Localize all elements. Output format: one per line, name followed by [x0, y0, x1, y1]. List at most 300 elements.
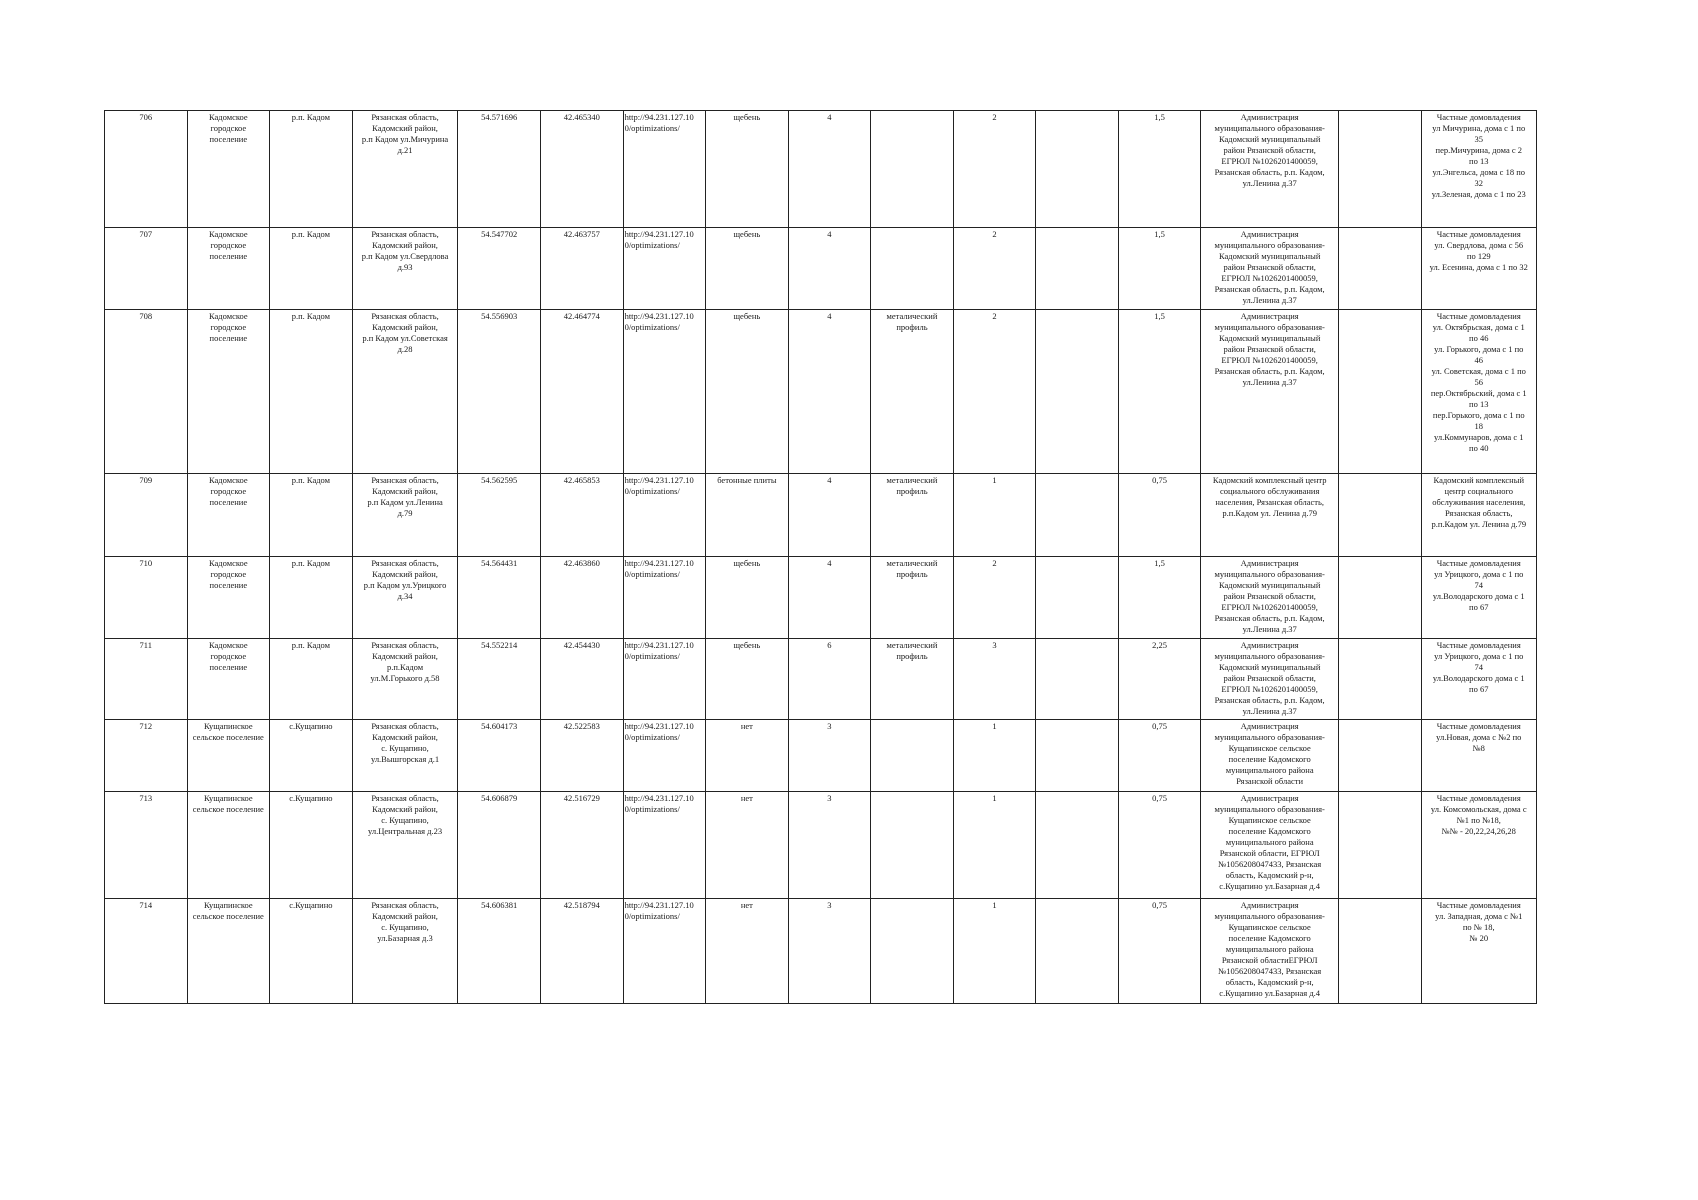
cell-line: Кадомский район,	[372, 911, 438, 921]
cell-line: Частные домовладения	[1436, 311, 1521, 321]
cell-line: Рязанская область,	[371, 311, 439, 321]
cell-line: ул Урицкого, дома с 1 по	[1434, 651, 1524, 661]
cell-line: р.п Кадом ул.Урицкого	[363, 580, 447, 590]
waste-sources-cell	[1421, 639, 1536, 720]
volume-cell: 0,75	[1118, 720, 1201, 792]
empty-cell	[1338, 310, 1421, 474]
empty-cell	[1036, 228, 1119, 310]
cell-line: район Рязанской области,	[1223, 262, 1316, 272]
cell-line: №1056208047433, Рязанская	[1218, 859, 1322, 869]
cell-line: Рязанская область,	[371, 229, 439, 239]
row-number-cell: 711	[105, 639, 188, 720]
cell-line: http://94.231.127.10	[624, 793, 694, 803]
empty-cell	[1036, 557, 1119, 639]
cell-line: ул.Ленина д.37	[1242, 295, 1297, 305]
cell-line: муниципального образования-	[1214, 322, 1325, 332]
registry-table	[104, 110, 1537, 1004]
cell-line: с.Кущапино ул.Базарная д.4	[1219, 988, 1321, 998]
cell-line: ул. Есенина, дома с 1 по 32	[1429, 262, 1528, 272]
empty-cell	[1036, 792, 1119, 899]
cell-line: Рязанская область, р.п. Кадом,	[1214, 366, 1325, 376]
cell-line: ЕГРЮЛ №1026201400059,	[1221, 156, 1318, 166]
empty-cell	[1338, 639, 1421, 720]
cell-line: http://94.231.127.10	[624, 558, 694, 568]
table-row	[105, 639, 1537, 720]
cell-line: Рязанская область,	[371, 793, 439, 803]
cell-line: Администрация	[1240, 311, 1299, 321]
cell-line: 74	[1474, 580, 1483, 590]
containers-cell: 2	[953, 557, 1036, 639]
cell-line: Кадомское	[208, 112, 248, 122]
containers-cell: 3	[953, 639, 1036, 720]
containers-cell: 1	[953, 720, 1036, 792]
empty-cell	[1338, 792, 1421, 899]
cell-line: городское	[210, 651, 247, 661]
cell-line: Частные домовладения	[1436, 229, 1521, 239]
locality-cell: р.п. Кадом	[270, 111, 353, 228]
owner-cell	[1201, 639, 1339, 720]
cell-line: ул.Вышгорская д.1	[370, 754, 440, 764]
settlement-cell	[187, 474, 270, 557]
containers-cell: 2	[953, 111, 1036, 228]
cell-line: Кущапинское сельское	[1228, 743, 1311, 753]
cell-line: р.п Кадом ул.Ленина	[367, 497, 443, 507]
cell-line: Администрация	[1240, 558, 1299, 568]
cell-line: Администрация	[1240, 900, 1299, 910]
cell-line: р.п.Кадом ул. Ленина д.79	[1431, 519, 1527, 529]
empty-cell	[1338, 720, 1421, 792]
cell-line: http://94.231.127.10	[624, 229, 694, 239]
cell-line: Частные домовладения	[1436, 112, 1521, 122]
locality-cell: р.п. Кадом	[270, 310, 353, 474]
area-cell: 3	[788, 720, 871, 792]
containers-cell: 1	[953, 474, 1036, 557]
url-cell	[623, 474, 706, 557]
area-cell: 6	[788, 639, 871, 720]
cell-line: область, Кадомский р-н,	[1225, 977, 1314, 987]
waste-sources-cell	[1421, 111, 1536, 228]
cell-line: 18	[1474, 421, 1483, 431]
cell-line: муниципального образования-	[1214, 123, 1325, 133]
url-cell	[623, 557, 706, 639]
cell-line: Кадомский комплексный	[1433, 475, 1524, 485]
url-cell	[623, 899, 706, 1004]
latitude-cell: 54.562595	[458, 474, 541, 557]
owner-cell	[1201, 228, 1339, 310]
empty-cell	[1036, 474, 1119, 557]
cell-line: ул.Ленина д.37	[1242, 178, 1297, 188]
url-cell	[623, 639, 706, 720]
settlement-cell	[187, 228, 270, 310]
cell-line: Рязанская область,	[1445, 508, 1513, 518]
cell-line: Кадомский комплексный центр	[1212, 475, 1327, 485]
cell-line: район Рязанской области,	[1223, 591, 1316, 601]
cell-line: Кадомский муниципальный	[1218, 580, 1321, 590]
fence-cell	[871, 899, 954, 1004]
cell-line: http://94.231.127.10	[624, 721, 694, 731]
cell-line: по 40	[1469, 443, 1489, 453]
cell-line: ул.Ленина д.37	[1242, 706, 1297, 716]
fence-cell: металический профиль	[871, 639, 954, 720]
cell-line: Рязанская область,	[371, 721, 439, 731]
cell-line: 0/optimizations/	[624, 911, 680, 921]
cell-line: муниципального образования-	[1214, 804, 1325, 814]
cell-line: ул.Энгельса, дома с 18 по	[1432, 167, 1526, 177]
cell-line: муниципального района	[1225, 765, 1314, 775]
longitude-cell: 42.465853	[541, 474, 624, 557]
cell-line: Кадомский муниципальный	[1218, 251, 1321, 261]
cell-line: ул.Володарского дома с 1	[1432, 591, 1525, 601]
cell-line: 46	[1474, 355, 1483, 365]
cell-line: с. Кущапино,	[381, 815, 429, 825]
cell-line: Кущапинское сельское	[1228, 815, 1311, 825]
cell-line: №8	[1472, 743, 1485, 753]
cell-line: Рязанская область, р.п. Кадом,	[1214, 284, 1325, 294]
row-number-cell: 712	[105, 720, 188, 792]
cell-line: Кущапинское	[203, 793, 253, 803]
fence-cell	[871, 720, 954, 792]
cell-line: Кадомский муниципальный	[1218, 134, 1321, 144]
waste-sources-cell	[1421, 310, 1536, 474]
address-cell	[352, 228, 458, 310]
cell-line: 0/optimizations/	[624, 240, 680, 250]
cell-line: ул. Горького, дома с 1 по	[1434, 344, 1524, 354]
cell-line: по 67	[1469, 684, 1489, 694]
cell-line: Рязанская область, р.п. Кадом,	[1214, 695, 1325, 705]
latitude-cell: 54.604173	[458, 720, 541, 792]
row-number-cell: 713	[105, 792, 188, 899]
cell-line: с. Кущапино,	[381, 922, 429, 932]
cell-line: Частные домовладения	[1436, 721, 1521, 731]
volume-cell: 1,5	[1118, 228, 1201, 310]
cell-line: городское	[210, 240, 247, 250]
table-row	[105, 474, 1537, 557]
cell-line: 56	[1474, 377, 1483, 387]
cell-line: Администрация	[1240, 229, 1299, 239]
cell-line: 0/optimizations/	[624, 322, 680, 332]
cell-line: №1056208047433, Рязанская	[1218, 966, 1322, 976]
volume-cell: 1,5	[1118, 310, 1201, 474]
address-cell	[352, 792, 458, 899]
waste-sources-cell	[1421, 474, 1536, 557]
locality-cell: р.п. Кадом	[270, 639, 353, 720]
cell-line: сельское поселение	[192, 911, 264, 921]
address-cell	[352, 899, 458, 1004]
cell-line: с.Кущапино ул.Базарная д.4	[1219, 881, 1321, 891]
cell-line: Рязанской областиЕГРЮЛ	[1221, 955, 1318, 965]
area-cell: 4	[788, 474, 871, 557]
area-cell: 4	[788, 310, 871, 474]
cell-line: 32	[1474, 178, 1483, 188]
empty-cell	[1036, 639, 1119, 720]
locality-cell: с.Кущапино	[270, 899, 353, 1004]
owner-cell	[1201, 111, 1339, 228]
cell-line: муниципального образования-	[1214, 569, 1325, 579]
empty-cell	[1036, 899, 1119, 1004]
longitude-cell: 42.464774	[541, 310, 624, 474]
cell-line: ЕГРЮЛ №1026201400059,	[1221, 684, 1318, 694]
cell-line: муниципального образования-	[1214, 240, 1325, 250]
volume-cell: 2,25	[1118, 639, 1201, 720]
cell-line: муниципального образования-	[1214, 911, 1325, 921]
url-cell	[623, 228, 706, 310]
cell-line: 0/optimizations/	[624, 651, 680, 661]
cell-line: по № 18,	[1462, 922, 1495, 932]
cell-line: http://94.231.127.10	[624, 311, 694, 321]
cell-line: населения, Рязанская область,	[1215, 497, 1325, 507]
cell-line: ул.Коммунаров, дома с 1	[1434, 432, 1524, 442]
area-cell: 4	[788, 111, 871, 228]
cell-line: Кадомское	[208, 640, 248, 650]
cell-line: сельское поселение	[192, 804, 264, 814]
cell-line: http://94.231.127.10	[624, 900, 694, 910]
locality-cell: р.п. Кадом	[270, 474, 353, 557]
cell-line: Кадомский район,	[372, 123, 438, 133]
settlement-cell	[187, 557, 270, 639]
locality-cell: р.п. Кадом	[270, 228, 353, 310]
cell-line: ул.Центральная д.23	[368, 826, 443, 836]
cell-line: 0/optimizations/	[624, 486, 680, 496]
address-cell	[352, 720, 458, 792]
settlement-cell	[187, 792, 270, 899]
cell-line: поселение Кадомского	[1228, 754, 1311, 764]
cell-line: ул.М.Горького д.58	[370, 673, 440, 683]
surface-cell: нет	[706, 720, 789, 792]
owner-cell	[1201, 557, 1339, 639]
cell-line: Кущапинское	[203, 900, 253, 910]
surface-cell: нет	[706, 792, 789, 899]
cell-line: ул. Советская, дома с 1 по	[1431, 366, 1526, 376]
row-number-cell: 706	[105, 111, 188, 228]
cell-line: Рязанской области	[1236, 776, 1304, 786]
surface-cell: бетонные плиты	[706, 474, 789, 557]
cell-line: Администрация	[1240, 793, 1299, 803]
cell-line: 0/optimizations/	[624, 569, 680, 579]
containers-cell: 1	[953, 792, 1036, 899]
cell-line: Администрация	[1240, 640, 1299, 650]
cell-line: Кадомский район,	[372, 486, 438, 496]
empty-cell	[1338, 474, 1421, 557]
longitude-cell: 42.463860	[541, 557, 624, 639]
url-cell	[623, 720, 706, 792]
cell-line: поселение	[209, 251, 248, 261]
longitude-cell: 42.463757	[541, 228, 624, 310]
cell-line: Рязанская область,	[371, 640, 439, 650]
locality-cell: с.Кущапино	[270, 792, 353, 899]
cell-line: Частные домовладения	[1436, 793, 1521, 803]
cell-line: р.п.Кадом	[386, 662, 424, 672]
table-row	[105, 310, 1537, 474]
cell-line: ул Урицкого, дома с 1 по	[1434, 569, 1524, 579]
cell-line: ул.Новая, дома с №2 по	[1436, 732, 1522, 742]
cell-line: http://94.231.127.10	[624, 475, 694, 485]
locality-cell: р.п. Кадом	[270, 557, 353, 639]
cell-line: центр социального	[1444, 486, 1513, 496]
latitude-cell: 54.556903	[458, 310, 541, 474]
settlement-cell	[187, 720, 270, 792]
volume-cell: 1,5	[1118, 557, 1201, 639]
owner-cell	[1201, 310, 1339, 474]
cell-line: по 129	[1466, 251, 1491, 261]
cell-line: муниципального района	[1225, 837, 1314, 847]
cell-line: обслуживания населения,	[1432, 497, 1526, 507]
surface-cell: щебень	[706, 639, 789, 720]
cell-line: область, Кадомский р-н,	[1225, 870, 1314, 880]
cell-line: поселение	[209, 580, 248, 590]
table-row	[105, 228, 1537, 310]
cell-line: Кущапинское	[203, 721, 253, 731]
cell-line: Кадомский район,	[372, 240, 438, 250]
cell-line: городское	[210, 322, 247, 332]
empty-cell	[1036, 111, 1119, 228]
cell-line: Кадомское	[208, 229, 248, 239]
cell-line: по 13	[1469, 156, 1489, 166]
cell-line: ЕГРЮЛ №1026201400059,	[1221, 355, 1318, 365]
latitude-cell: 54.606381	[458, 899, 541, 1004]
volume-cell: 0,75	[1118, 792, 1201, 899]
waste-sources-cell	[1421, 899, 1536, 1004]
cell-line: Рязанская область,	[371, 112, 439, 122]
volume-cell: 1,5	[1118, 111, 1201, 228]
settlement-cell	[187, 639, 270, 720]
containers-cell: 1	[953, 899, 1036, 1004]
settlement-cell	[187, 111, 270, 228]
fence-cell	[871, 792, 954, 899]
cell-line: Рязанская область, р.п. Кадом,	[1214, 167, 1325, 177]
cell-line: ул.Володарского дома с 1	[1432, 673, 1525, 683]
surface-cell: нет	[706, 899, 789, 1004]
empty-cell	[1338, 557, 1421, 639]
fence-cell: металический профиль	[871, 557, 954, 639]
url-cell	[623, 792, 706, 899]
cell-line: район Рязанской области,	[1223, 344, 1316, 354]
cell-line: Кадомский муниципальный	[1218, 333, 1321, 343]
cell-line: по 67	[1469, 602, 1489, 612]
table-body	[105, 111, 1537, 1004]
cell-line: социального обслуживания	[1219, 486, 1320, 496]
fence-cell: металический профиль	[871, 474, 954, 557]
row-number-cell: 709	[105, 474, 188, 557]
cell-line: ул. Октябрьская, дома с 1	[1432, 322, 1525, 332]
settlement-cell	[187, 899, 270, 1004]
cell-line: поселение	[209, 497, 248, 507]
cell-line: Рязанская область,	[371, 558, 439, 568]
cell-line: городское	[210, 569, 247, 579]
cell-line: д.21	[397, 145, 413, 155]
cell-line: поселение	[209, 662, 248, 672]
volume-cell: 0,75	[1118, 474, 1201, 557]
cell-line: по 13	[1469, 399, 1489, 409]
cell-line: р.п Кадом ул.Советская	[362, 333, 448, 343]
containers-cell: 2	[953, 310, 1036, 474]
cell-line: ул.Базарная д.3	[377, 933, 433, 943]
surface-cell: щебень	[706, 310, 789, 474]
cell-line: Частные домовладения	[1436, 900, 1521, 910]
cell-line: ул. Западная, дома с №1	[1435, 911, 1523, 921]
cell-line: Кадомский район,	[372, 322, 438, 332]
table-row	[105, 557, 1537, 639]
cell-line: поселение	[209, 134, 248, 144]
cell-line: 0/optimizations/	[624, 732, 680, 742]
cell-line: Администрация	[1240, 721, 1299, 731]
cell-line: пер.Октябрьский, дома с 1	[1430, 388, 1527, 398]
cell-line: сельское поселение	[192, 732, 264, 742]
cell-line: ул.Ленина д.37	[1242, 624, 1297, 634]
waste-sources-cell	[1421, 557, 1536, 639]
cell-line: д.34	[397, 591, 413, 601]
cell-line: Администрация	[1240, 112, 1299, 122]
empty-cell	[1338, 111, 1421, 228]
longitude-cell: 42.454430	[541, 639, 624, 720]
cell-line: пер.Горького, дома с 1 по	[1432, 410, 1525, 420]
cell-line: с. Кущапино,	[381, 743, 429, 753]
table-row	[105, 720, 1537, 792]
cell-line: Кадомский район,	[372, 569, 438, 579]
cell-line: поселение Кадомского	[1228, 826, 1311, 836]
cell-line: городское	[210, 123, 247, 133]
surface-cell: щебень	[706, 557, 789, 639]
cell-line: ул Мичурина, дома с 1 по	[1432, 123, 1526, 133]
empty-cell	[1338, 899, 1421, 1004]
url-cell	[623, 310, 706, 474]
latitude-cell: 54.564431	[458, 557, 541, 639]
table-row	[105, 111, 1537, 228]
cell-line: Частные домовладения	[1436, 558, 1521, 568]
cell-line: ул.Ленина д.37	[1242, 377, 1297, 387]
cell-line: р.п Кадом ул.Мичурина	[361, 134, 449, 144]
owner-cell	[1201, 720, 1339, 792]
cell-line: Кадомское	[208, 311, 248, 321]
cell-line: Кадомское	[208, 558, 248, 568]
area-cell: 4	[788, 557, 871, 639]
cell-line: 0/optimizations/	[624, 804, 680, 814]
cell-line: № 20	[1469, 933, 1489, 943]
cell-line: №№ - 20,22,24,26,28	[1441, 826, 1516, 836]
cell-line: http://94.231.127.10	[624, 112, 694, 122]
cell-line: район Рязанской области,	[1223, 673, 1316, 683]
cell-line: Рязанской области, ЕГРЮЛ	[1219, 848, 1320, 858]
address-cell	[352, 639, 458, 720]
area-cell: 3	[788, 792, 871, 899]
cell-line: городское	[210, 486, 247, 496]
surface-cell: щебень	[706, 111, 789, 228]
cell-line: поселение Кадомского	[1228, 933, 1311, 943]
settlement-cell	[187, 310, 270, 474]
cell-line: http://94.231.127.10	[624, 640, 694, 650]
cell-line: 35	[1474, 134, 1483, 144]
containers-cell: 2	[953, 228, 1036, 310]
cell-line: р.п.Кадом ул. Ленина д.79	[1222, 508, 1317, 518]
cell-line: Частные домовладения	[1436, 640, 1521, 650]
cell-line: 0/optimizations/	[624, 123, 680, 133]
cell-line: пер.Мичурина, дома с 2	[1435, 145, 1522, 155]
cell-line: муниципального образования-	[1214, 732, 1325, 742]
url-cell	[623, 111, 706, 228]
address-cell	[352, 557, 458, 639]
fence-cell	[871, 228, 954, 310]
latitude-cell: 54.606879	[458, 792, 541, 899]
longitude-cell: 42.465340	[541, 111, 624, 228]
waste-sources-cell	[1421, 792, 1536, 899]
empty-cell	[1036, 720, 1119, 792]
latitude-cell: 54.547702	[458, 228, 541, 310]
longitude-cell: 42.522583	[541, 720, 624, 792]
cell-line: район Рязанской области,	[1223, 145, 1316, 155]
waste-sources-cell	[1421, 720, 1536, 792]
cell-line: ЕГРЮЛ №1026201400059,	[1221, 273, 1318, 283]
cell-line: р.п Кадом ул.Свердлова	[361, 251, 449, 261]
owner-cell	[1201, 899, 1339, 1004]
